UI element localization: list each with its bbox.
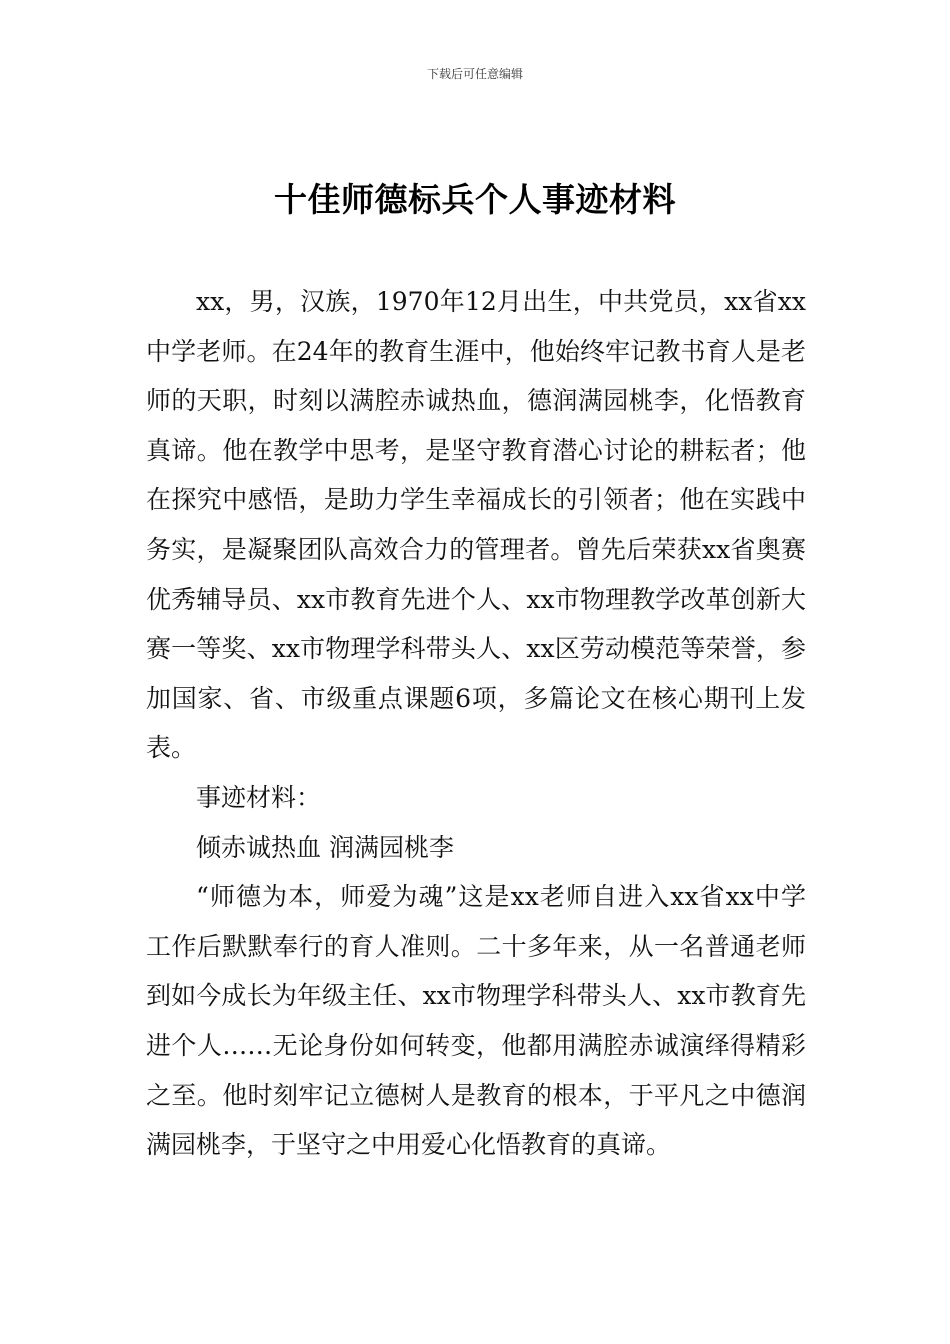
section-heading: 倾赤诚热血 润满园桃李 — [196, 832, 454, 862]
document-body — [146, 277, 806, 1170]
page-header-note: 下载后可任意编辑 — [426, 67, 523, 81]
body-paragraph: “师德为本，师爱为魂”这是xx老师自进入xx省xx中学工作后默默奉行的育人准则。二十多年来，从一名普通老师到如今成长为年级主任、xx市物理学科带头人、xx市教育先进个人……无论身份如何转变，他都用满腔赤诚演绎得精彩之至。他时刻牢记立德树人是教育的根本，于平凡之中德润满园桃李，于坚守之中用爱心化悟教育的真谛。 — [146, 882, 806, 1160]
section-label: 事迹材料： — [196, 782, 322, 812]
document-title: 十佳师德标兵个人事迹材料 — [274, 180, 676, 219]
intro-paragraph: xx，男，汉族，1970年12月出生，中共党员，xx省xx中学老师。在24年的教育生涯中，他始终牢记教书育人是老师的天职，时刻以满腔赤诚热血，德润满园桃李，化悟教育真谛。他在教学中思考，是坚守教育潜心讨论的耕耘者；他在探究中感悟，是助力学生幸福成长的引领者；他在实践中务实，是凝聚团队高效合力的管理者。曾先后荣获xx省奥赛优秀辅导员、xx市教育先进个人、xx市物理教学改革创新大赛一等奖、xx市物理学科带头人、xx区劳动模范等荣誉，参加国家、省、市级重点课题6项，多篇论文在核心期刊上发表。 — [146, 287, 806, 763]
